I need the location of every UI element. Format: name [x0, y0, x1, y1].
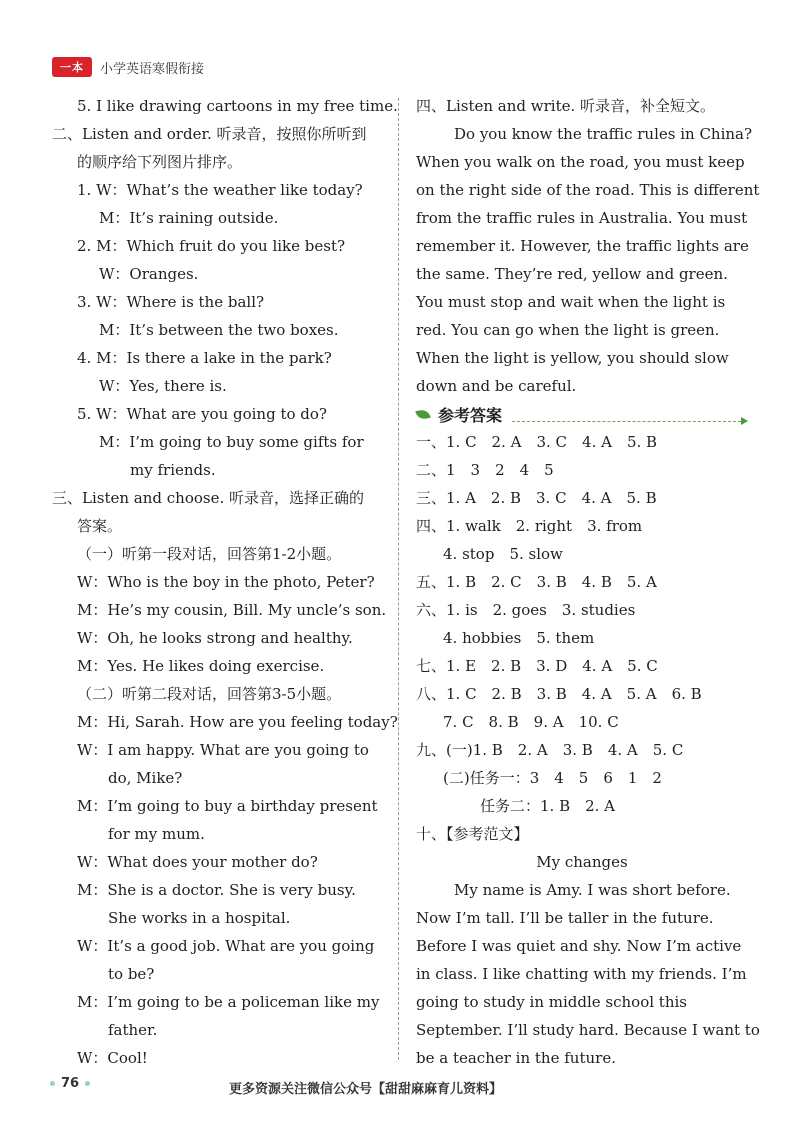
- footer-note: 更多资源关注微信公众号【甜甜麻麻育儿资料】: [229, 1082, 503, 1097]
- text-line: M：Yes. He likes doing exercise.: [77, 657, 325, 675]
- text-line: Now I’m tall. I’ll be taller in the future.: [416, 909, 714, 927]
- text-line: September. I’ll study hard. Because I want to: [416, 1021, 760, 1039]
- text-line: M：I’m going to buy a birthday present: [77, 797, 378, 815]
- text-line: M：It’s between the two boxes.: [99, 321, 339, 339]
- text-line: 任务二：1. B 2. A: [480, 797, 616, 815]
- arrow-tip-icon: [741, 417, 748, 425]
- text-line: my friends.: [130, 461, 216, 479]
- text-line: (二)任务一：3 4 5 6 1 2: [443, 769, 662, 787]
- text-line: W：Oranges.: [99, 265, 199, 283]
- text-line: 八、1. C 2. B 3. B 4. A 5. A 6. B: [416, 685, 702, 703]
- column-divider: [398, 98, 399, 1060]
- text-line: W：Oh, he looks strong and healthy.: [77, 629, 353, 647]
- header: [52, 56, 204, 78]
- text-line: Do you know the traffic rules in China?: [454, 125, 753, 143]
- text-line: M：I’m going to be a policeman like my: [77, 993, 380, 1011]
- text-line: 5. I like drawing cartoons in my free time.: [77, 97, 398, 115]
- text-line: M：I’m going to buy some gifts for: [99, 433, 364, 451]
- text-line: 四、Listen and write. 听录音，补全短文。: [416, 97, 716, 115]
- text-line: 十、【参考范文】: [416, 825, 529, 843]
- text-line: W：I am happy. What are you going to: [77, 741, 369, 759]
- text-line: M：He’s my cousin, Bill. My uncle’s son.: [77, 601, 387, 619]
- answer-key: [416, 428, 748, 848]
- text-line: father.: [108, 1021, 158, 1039]
- text-line: 3. W：Where is the ball?: [77, 293, 265, 311]
- text-line: M：Hi, Sarah. How are you feeling today?: [77, 713, 398, 731]
- essay-title: My changes: [536, 853, 628, 871]
- text-line: When the light is yellow, you should slow: [416, 349, 729, 367]
- page-number-text: 76: [61, 1076, 80, 1091]
- text-line: on the right side of the road. This is different: [416, 181, 760, 199]
- text-line: W：Who is the boy in the photo, Peter?: [77, 573, 375, 591]
- text-line: You must stop and wait when the light is: [416, 293, 726, 311]
- text-line: 4. hobbies 5. them: [443, 629, 595, 647]
- text-line: Before I was quiet and shy. Now I’m active: [416, 937, 742, 955]
- book-badge: 一本: [52, 57, 92, 77]
- text-line: 六、1. is 2. goes 3. studies: [416, 601, 636, 619]
- text-line: going to study in middle school this: [416, 993, 687, 1011]
- text-line: W：It’s a good job. What are you going: [77, 937, 375, 955]
- text-line: M：It’s raining outside.: [99, 209, 279, 227]
- right-column: [416, 92, 760, 1072]
- listen-write-section: [416, 92, 760, 400]
- left-column: [52, 92, 398, 1072]
- text-line: 5. W：What are you going to do?: [77, 405, 327, 423]
- text-line: 四、1. walk 2. right 3. from: [416, 517, 643, 535]
- book-title: 小学英语寒假衔接: [100, 61, 205, 77]
- dot-icon: [85, 1081, 90, 1086]
- text-line: from the traffic rules in Australia. You must: [416, 209, 748, 227]
- answers-title: 参考答案: [438, 405, 503, 425]
- text-line: remember it. However, the traffic lights are: [416, 237, 749, 255]
- text-line: 七、1. E 2. B 3. D 4. A 5. C: [416, 657, 658, 675]
- text-line: 的顺序给下列图片排序。: [77, 153, 243, 171]
- text-line: 二、Listen and order. 听录音，按照你所听到: [52, 125, 367, 143]
- leaf-icon: [415, 408, 430, 419]
- text-line: to be?: [108, 965, 155, 983]
- text-line: 1. W：What’s the weather like today?: [77, 181, 363, 199]
- text-line: down and be careful.: [416, 377, 577, 395]
- text-line: do, Mike?: [108, 769, 183, 787]
- text-line: W：Cool!: [77, 1049, 148, 1067]
- text-line: 7. C 8. B 9. A 10. C: [443, 713, 619, 731]
- text-line: red. You can go when the light is green.: [416, 321, 720, 339]
- text-line: be a teacher in the future.: [416, 1049, 616, 1067]
- text-line: 三、1. A 2. B 3. C 4. A 5. B: [416, 489, 657, 507]
- text-line: W：Yes, there is.: [99, 377, 227, 395]
- answers-rule: [512, 421, 741, 422]
- text-line: 2. M：Which fruit do you like best?: [77, 237, 346, 255]
- text-line: 三、Listen and choose. 听录音，选择正确的: [52, 489, 364, 507]
- text-line: 一、1. C 2. A 3. C 4. A 5. B: [416, 433, 658, 451]
- sample-essay: [416, 876, 760, 1072]
- text-line: the same. They’re red, yellow and green.: [416, 265, 728, 283]
- text-line: （二）听第二段对话，回答第3-5小题。: [77, 685, 342, 703]
- page-number: [44, 1076, 96, 1091]
- text-line: 4. stop 5. slow: [443, 545, 563, 563]
- text-line: M：She is a doctor. She is very busy.: [77, 881, 356, 899]
- text-line: She works in a hospital.: [108, 909, 291, 927]
- text-line: （一）听第一段对话，回答第1-2小题。: [77, 545, 342, 563]
- text-line: 九、(一)1. B 2. A 3. B 4. A 5. C: [416, 741, 684, 759]
- text-line: for my mum.: [108, 825, 205, 843]
- answers-header: [416, 400, 748, 428]
- text-line: When you walk on the road, you must keep: [416, 153, 745, 171]
- text-line: in class. I like chatting with my friends. I’m: [416, 965, 747, 983]
- text-line: 4. M：Is there a lake in the park?: [77, 349, 332, 367]
- text-line: 答案。: [77, 517, 123, 535]
- text-line: My name is Amy. I was short before.: [454, 881, 731, 899]
- text-line: W：What does your mother do?: [77, 853, 318, 871]
- dot-icon: [50, 1081, 55, 1086]
- text-line: 五、1. B 2. C 3. B 4. B 5. A: [416, 573, 657, 591]
- text-line: 二、1 3 2 4 5: [416, 461, 554, 479]
